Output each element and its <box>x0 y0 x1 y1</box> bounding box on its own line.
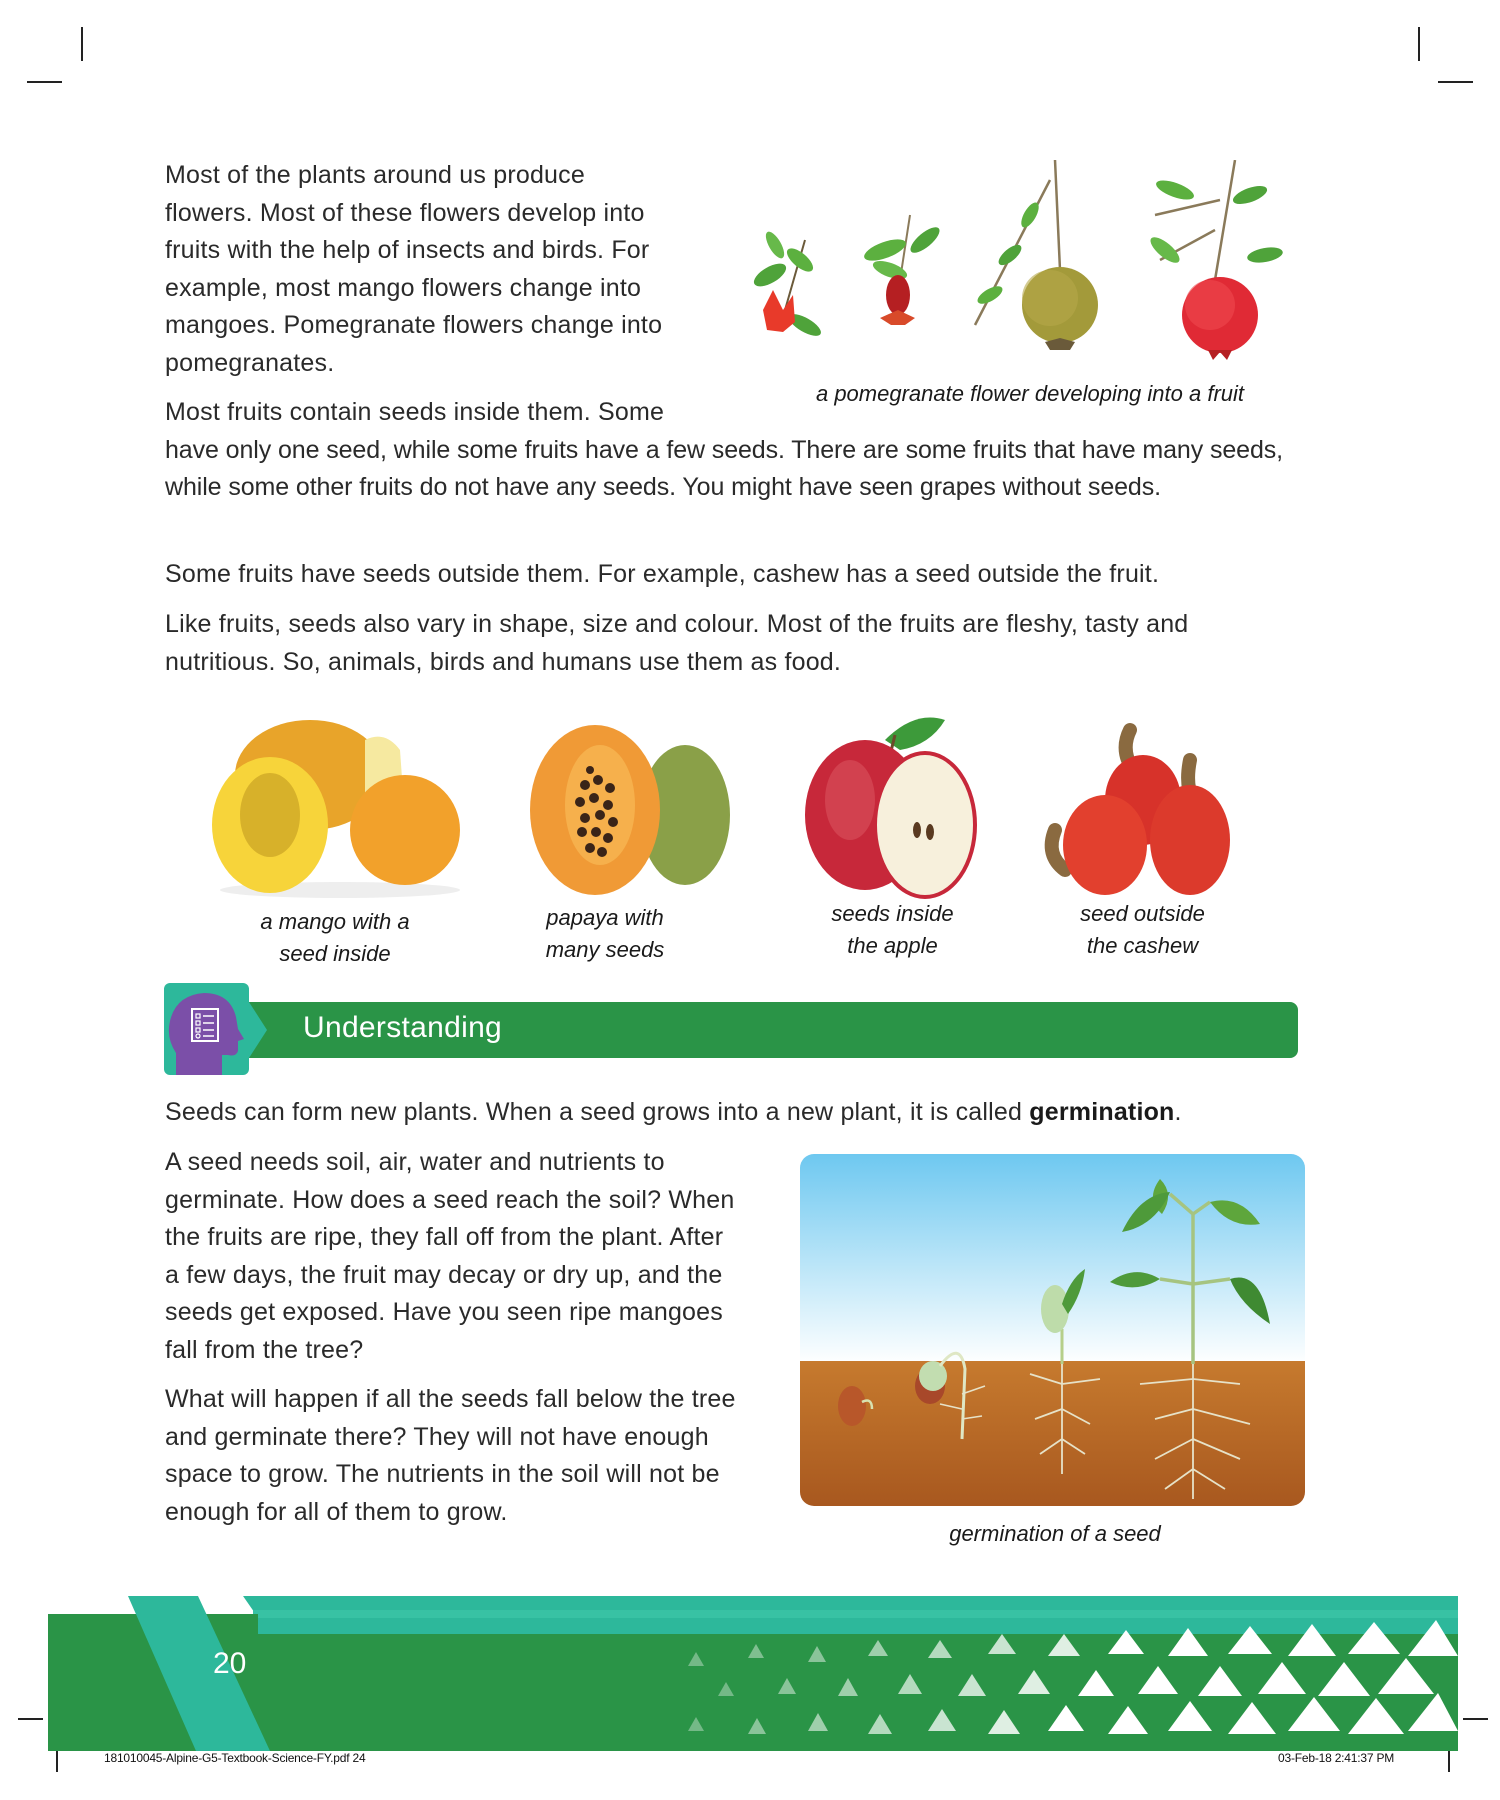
caption-line: papaya with <box>546 905 664 930</box>
pomegranate-ripe-icon <box>1147 160 1284 360</box>
text-span: . <box>1174 1098 1182 1126</box>
text-line: flowers. Most of these flowers develop into <box>165 198 645 227</box>
understanding-paragraph-2 <box>165 1381 795 1531</box>
text-line: fruits with the help of insects and birds. For <box>165 236 650 264</box>
caption-line: a mango with a <box>260 909 410 934</box>
intro-paragraph-3 <box>165 556 1315 594</box>
print-slug-file: 181010045-Alpine-G5-Textbook-Science-FY.pdf 24 <box>104 1751 366 1765</box>
pomegranate-caption: a pomegranate flower developing into a fruit <box>815 381 1245 406</box>
page-footer-band <box>48 1596 1458 1751</box>
text-line: A seed needs soil, air, water and nutrients to <box>165 1148 665 1176</box>
apple-image <box>795 710 995 900</box>
text-line: What will happen if all the seeds fall below the tree <box>165 1385 736 1413</box>
caption-line: the cashew <box>1086 933 1199 958</box>
text-span: Seeds can form new plants. When a seed grows into a new plant, it is called <box>165 1098 1030 1126</box>
text-block: Like fruits, seeds also vary in shape, size and colour. Most of the fruits are fleshy, tasty and nutritious. So, animals, birds and humans use them as food. <box>165 610 1189 676</box>
pomegranate-unripe-icon <box>975 160 1098 350</box>
text-line: Most fruits contain seeds inside them. Some <box>165 398 665 426</box>
apple-caption <box>790 898 995 962</box>
head-checklist-icon <box>164 983 249 1075</box>
caption-line: seed inside <box>279 941 391 966</box>
page-number: 20 <box>213 1647 247 1680</box>
section-header-arrow <box>249 1002 267 1058</box>
text-line: space to grow. The nutrients in the soil will not be <box>165 1460 720 1488</box>
text-line: fall from the tree? <box>165 1335 364 1364</box>
section-title: Understanding <box>303 1011 503 1044</box>
text-block: Some fruits have seeds outside them. For example, cashew has a seed outside the fruit. <box>165 560 1160 588</box>
caption-line: seeds inside <box>831 901 954 926</box>
text-line: the fruits are ripe, they fall off from the plant. After <box>165 1223 724 1251</box>
text-line: and germinate there? They will not have enough <box>165 1422 709 1451</box>
text-line: seeds get exposed. Have you seen ripe mangoes <box>165 1298 723 1326</box>
caption-line: many seeds <box>545 937 665 962</box>
crop-mark <box>1418 27 1420 61</box>
caption-line: seed outside <box>1080 901 1205 926</box>
text-line: mangoes. Pomegranate flowers change into <box>165 311 663 339</box>
crop-mark <box>81 27 83 61</box>
pomegranate-illustration <box>745 160 1305 380</box>
text-line: Most of the plants around us produce <box>165 161 585 189</box>
germination-caption: germination of a seed <box>949 1521 1161 1546</box>
text-line <box>165 1094 1315 1132</box>
pomegranate-flower-icon <box>750 229 824 340</box>
text-line: example, most mango flowers change into <box>165 273 642 302</box>
intro-paragraph-4 <box>165 606 1265 681</box>
crop-mark <box>27 81 62 83</box>
text-block: have only one seed, while some fruits have a few seeds. There are some fruits that have many seeds, while some other fruits do not have any seeds. You might have seen grapes without seeds. <box>165 435 1284 501</box>
understanding-paragraph-1 <box>165 1144 795 1369</box>
print-slug-timestamp: 03-Feb-18 2:41:37 PM <box>1278 1751 1395 1765</box>
crop-mark <box>18 1718 43 1720</box>
pomegranate-bud-icon <box>862 215 944 325</box>
cashew-caption <box>1040 898 1245 962</box>
key-term: germination <box>1029 1098 1175 1126</box>
papaya-caption <box>500 902 710 966</box>
germination-illustration <box>800 1154 1305 1506</box>
crop-mark <box>1438 81 1473 83</box>
germination-definition <box>165 1094 1315 1132</box>
mango-caption <box>225 906 445 970</box>
crop-mark <box>1463 1718 1488 1720</box>
cashew-image <box>1025 710 1255 900</box>
intro-paragraph-1 <box>165 157 745 382</box>
understanding-icon-box <box>164 983 249 1075</box>
mango-image <box>200 710 480 900</box>
papaya-image <box>490 710 730 900</box>
caption-line: the apple <box>847 933 938 958</box>
seed-icon <box>838 1386 866 1426</box>
text-line: enough for all of them to grow. <box>165 1497 508 1526</box>
text-line: pomegranates. <box>165 348 335 377</box>
text-line: germinate. How does a seed reach the soil? When <box>165 1185 735 1214</box>
text-line: a few days, the fruit may decay or dry up, and the <box>165 1260 723 1289</box>
intro-paragraph-2 <box>165 394 1315 507</box>
